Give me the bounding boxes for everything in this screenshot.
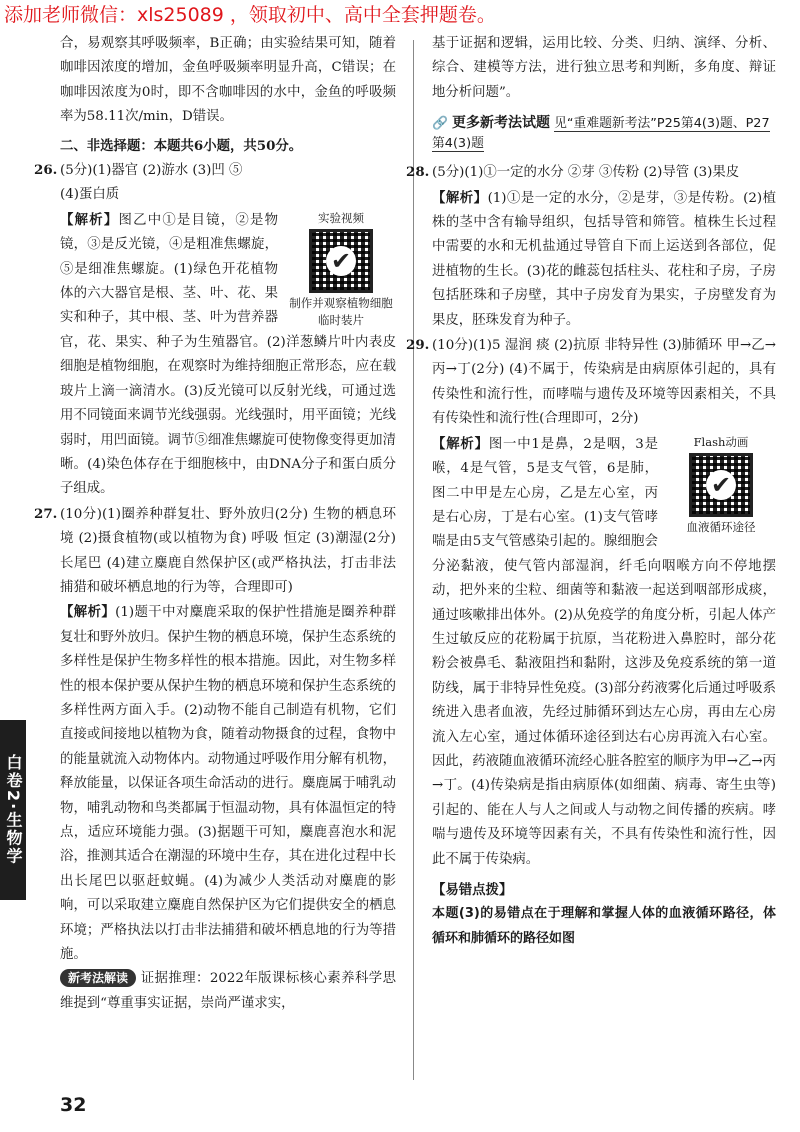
answer-text: (5分)(1)①一定的水分 ②芽 ③传粉 (2)导管 (3)果皮 [432,165,740,181]
question-26 [34,158,396,502]
question-27 [34,502,397,1017]
qr-block [286,210,396,329]
continued-text: 合，易观察其呼吸频率，B正确；由实验结果可知，随着咖啡因浓度的增加，金鱼呼吸频率明显升高，C错误；在咖啡因浓度为0时，即不含咖啡因的水中，金鱼的呼吸频率为58.11次/min，D错误。 [60,36,396,125]
question-number: 28. [406,164,430,181]
page-number: 32 [60,1094,87,1116]
pitfall-label: 【易错点拨】 [432,882,513,898]
analysis-text: (1)题干中对麋鹿采取的保护性措施是圈养种群复壮和野外放归。保护生物的栖息环境，保护生态系统的多样性是保护生物多样性的根本措施。因此，对生物多样性的根本保护要从保护生物的栖息环境和保护生态系统的多样性两方面入手。(2)动物不能自己制造有机物，它们直接或间接地以植物为食，随着动物摄食的过程，食物中的能量就流入动物体内。动物通过呼吸作用分解有机物，释放能量，以保证各项生命活动的进行。麋鹿属于哺乳动物，哺乳动物和鸟类都属于恒温动物，具有体温恒定的特点，适应环境能力强。(3)据题干可知，麋鹿喜泡水和泥浴，推测其适合在潮湿的环境中生存，其在进化过程中长出长尾巴以驱赶蚊蝇。(4)为减少人类活动对麋鹿的影响，可以采取建立麋鹿自然保护区为它们提供安全的栖息环境；严格执法以打击非法捕猎和破坏栖息地的行为等措施。 [60,605,397,963]
answer-text: (10分)(1)5 湿润 痰 (2)抗原 非特异性 (3)肺循环 甲→乙→丙→丁(2分) (4)不属于，传染病是由病原体引起的，具有传染性和流行性，而哮喘与遗传及环境等因素相关，不具有传染性和流行性(合理即可，2分) [432,338,776,427]
analysis-label: 【解析】 [432,189,488,206]
answer-text: (10分)(1)圈养种群复壮、野外放归(2分) 生物的栖息环境 (2)摄食植物(或以植物为食) 呼吸 恒定 (3)潮湿(2分) 长尾巴 (4)建立麋鹿自然保护区(或严格执法，打击非法捕猎和破坏栖息地的行为等，合理即可) [60,506,396,595]
qr-title: 实验视频 [318,210,364,225]
checkmark-icon: ✔ [706,470,736,500]
qr-code-icon[interactable] [689,453,753,517]
qr-block [666,434,776,536]
left-column [34,32,397,1016]
link-icon: 🔗 [432,116,448,132]
question-number: 29. [406,337,430,354]
more-questions-box [432,113,776,154]
new-method-badge: 新考法解读 [60,969,136,987]
answer-text: (5分)(1)器官 (2)游水 (3)凹 ⑤ [60,163,243,179]
continued-text: 基于证据和逻辑，运用比较、分类、归纳、演绎、分析、综合、建模等方法，进行独立思考和判断，多角度、辩证地分析问题”。 [432,36,776,100]
analysis-text: 图乙中①是目镜，②是物镜，③是反光镜，④是粗准焦螺旋，⑤是细准焦螺旋。(1)绿色开花植物体的六大器官是根、茎、叶、花、果实和种子，其中根、茎、叶为营养器官，花、果实、种子为生殖器官。(2)洋葱鳞片叶内表皮细胞是植物细胞，在观察时为维持细胞正常形态，应在载玻片上滴一滴清水。(3)反光镜可以反射光线，可通过选用不同镜面来调节光线强弱。光线强时，用平面镜；光线弱时，用凹面镜。调节⑤细准焦螺旋可使物像变得更加清晰。(4)染色体存在于细胞核中，由DNA分子和蛋白质分子组成。 [60,212,396,497]
analysis-text: (1)①是一定的水分，②是芽，③是传粉。(2)植株的茎中含有输导组织，包括导管和筛管。植株生长过程中需要的水和无机盐通过导管自下而上运送到各部位，促进植物的生长。(3)花的雌蕊包括柱头、花柱和子房，子房包括胚珠和子房壁，其中子房发育为果实，子房壁发育为果皮，胚珠发育为种子。 [432,190,777,328]
analysis-label: 【解析】 [60,604,116,621]
column-divider [413,40,414,1080]
pitfall-text: 本题(3)的易错点在于理解和掌握人体的血液循环路径，体循环和肺循环的路径如图 [432,906,776,946]
checkmark-icon: ✔ [326,246,356,276]
answer-text: (4)蛋白质 [60,187,120,203]
promo-banner: 添加老师微信：xls25089 ，领取初中、高中全套押题卷。 [0,0,800,30]
question-number: 26. [34,162,58,179]
analysis-label: 【解析】 [432,435,489,452]
more-questions-ref: 见“重难题新考法”P25第4(3)题、P27第4(3)题 [432,116,770,152]
analysis-text: 图一中1是鼻，2是咽，3是喉，4是气管，5是支气管，6是肺，图二中甲是左心房，乙是左心室，丙是右心房，丁是右心室。(1)支气管哮喘是由5支气管感染引起的。腺细胞会分泌黏液，使气管内部湿润，纤毛向咽喉方向不停地摆动，把外来的尘粒、细菌等和黏液一起送到咽部形成痰，通过咳嗽排出体外。(2)从免疫学的角度分析，引起人体产生过敏反应的花粉属于抗原，当花粉进入鼻腔时，部分花粉会被鼻毛、黏液阻挡和黏附，这涉及免疫系统的第一道防线，属于非特异性免疫。(3)部分药液雾化后通过呼吸系统进入患者血液，先经过肺循环到达左心房，再由左心房流入左心室，通过体循环途径到达右心房再流入右心室。因此，药液随血液循环流经心脏各腔室的顺序为甲→乙→丙→丁。(4)传染病是指由病原体(如细菌、病毒、寄生虫等)引起的、能在人与人之间或人与动物之间传播的疾病。哮喘与遗传及环境等因素有关，不具有传染性和流行性，因此不属于传染病。 [432,436,776,867]
qr-caption: 血液循环途径 [686,519,756,534]
qr-code-icon[interactable] [309,229,373,293]
section-title: 二、非选择题：本题共6小题，共50分。 [60,137,303,154]
book-section-tab: 白卷2·生物学 [0,720,26,900]
more-questions-title: 更多新考法试题 [452,115,551,132]
right-column [406,32,777,951]
question-29 [406,333,776,951]
question-28 [406,160,777,333]
qr-caption: 制作并观察植物细胞临时装片 [289,295,393,327]
analysis-label: 【解析】 [60,211,119,228]
question-number: 27. [34,505,58,522]
qr-title: Flash动画 [693,434,749,449]
new-method-text: 证据推理：2022年版课标核心素养科学思维提到“尊重事实证据，崇尚严谨求实， [60,971,397,1011]
